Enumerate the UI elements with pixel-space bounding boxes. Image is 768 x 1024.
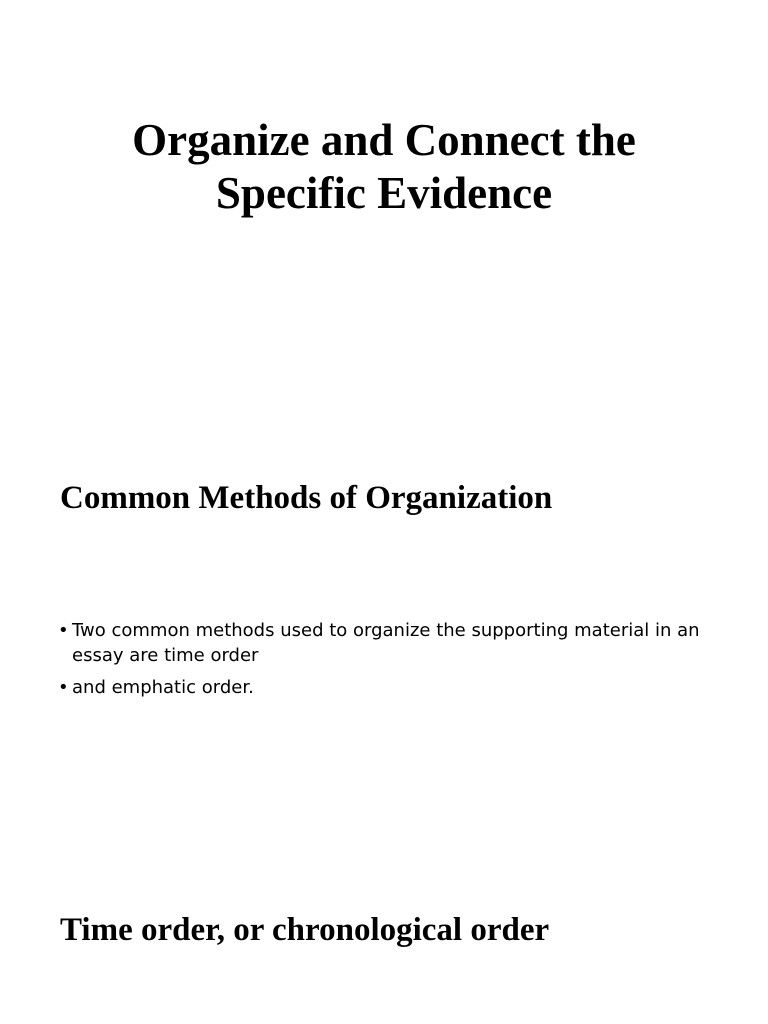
cut-off-text-line xyxy=(60,1012,720,1024)
slide-title-line-2: Specific Evidence xyxy=(215,168,553,218)
slide-title-line-1: Organize and Connect the xyxy=(132,115,636,165)
bullet-icon: • xyxy=(58,677,69,698)
methods-heading: Common Methods of Organization xyxy=(60,480,553,516)
time-order-heading: Time order, or chronological order xyxy=(60,912,550,948)
bullet-text: Two common methods used to organize the supporting material in an essay are time order xyxy=(72,620,700,666)
slide-title xyxy=(0,114,768,220)
bullet-icon: • xyxy=(58,620,69,641)
bullet-text: and emphatic order. xyxy=(72,677,254,698)
methods-bullet-list xyxy=(58,618,728,707)
bullet-item xyxy=(58,618,728,668)
bullet-item xyxy=(58,675,728,700)
